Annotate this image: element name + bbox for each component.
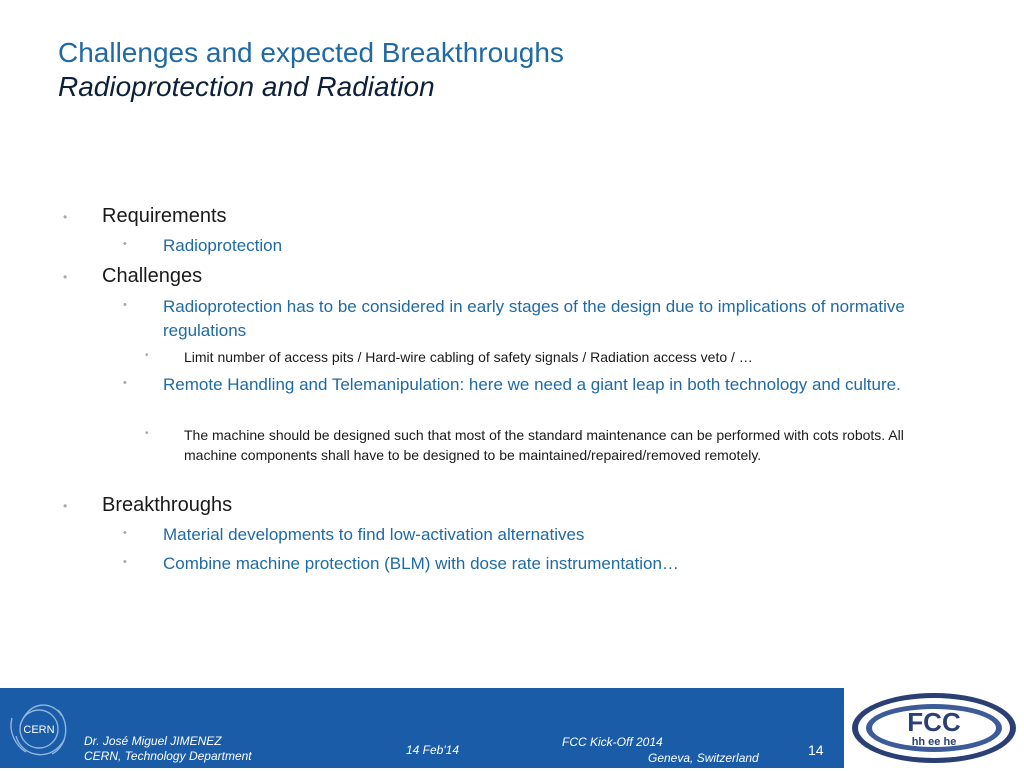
bullet-text: Limit number of access pits / Hard-wire cabling of safety signals / Radiation access veto / … — [184, 349, 753, 365]
page-number: 14 — [808, 742, 824, 758]
bullet-dot-icon: • — [123, 299, 127, 311]
bullet-dot-icon: • — [63, 210, 68, 224]
footer-author: Dr. José Miguel JIMENEZ — [84, 734, 222, 748]
bullet-text: Remote Handling and Telemanipulation: here we need a giant leap in both technology and culture. — [163, 375, 901, 394]
bullet-text: Material developments to find low-activation alternatives — [163, 525, 585, 544]
slide-title: Challenges and expected Breakthroughs — [58, 37, 564, 68]
cern-logo-icon — [8, 696, 70, 767]
bullet-text: Combine machine protection (BLM) with dose rate instrumentation… — [163, 554, 679, 573]
bullet-text: Radioprotection has to be considered in early stages of the design due to implications of normative regulations — [163, 297, 905, 340]
bullet-text: Requirements — [102, 205, 227, 227]
bullet-dot-icon: • — [123, 238, 127, 250]
slide-subtitle: Radioprotection and Radiation — [58, 71, 435, 102]
footer-location: Geneva, Switzerland — [648, 751, 759, 765]
bullet-dot-icon: • — [145, 350, 149, 361]
title-block — [58, 36, 564, 104]
bullet-text: Radioprotection — [163, 236, 283, 255]
bullet-dot-icon: • — [123, 377, 127, 389]
bullet-dot-icon: • — [123, 556, 127, 568]
footer-date: 14 Feb'14 — [406, 743, 459, 757]
bullet-dot-icon: • — [63, 270, 68, 284]
fcc-logo-text: FCC — [907, 707, 961, 737]
fcc-logo-icon — [848, 690, 1020, 771]
footer-event: FCC Kick-Off 2014 — [562, 735, 663, 749]
slide-footer — [0, 688, 844, 768]
footer-author-block — [84, 734, 252, 764]
bullet-dot-icon: • — [145, 428, 149, 439]
bullet-dot-icon: • — [123, 527, 127, 539]
footer-department: CERN, Technology Department — [84, 749, 252, 763]
bullet-text: The machine should be designed such that most of the standard maintenance can be performed with cots robots. All machine components shall have to be designed to be maintained/repaired/removed remotely. — [184, 427, 904, 463]
bullet-text: Challenges — [102, 265, 203, 287]
fcc-logo-area — [844, 688, 1024, 768]
bullet-text: Breakthroughs — [102, 494, 233, 516]
cern-logo-text: CERN — [23, 724, 55, 736]
bullet-dot-icon: • — [63, 499, 68, 513]
fcc-logo-subtext: hh ee he — [911, 736, 957, 748]
